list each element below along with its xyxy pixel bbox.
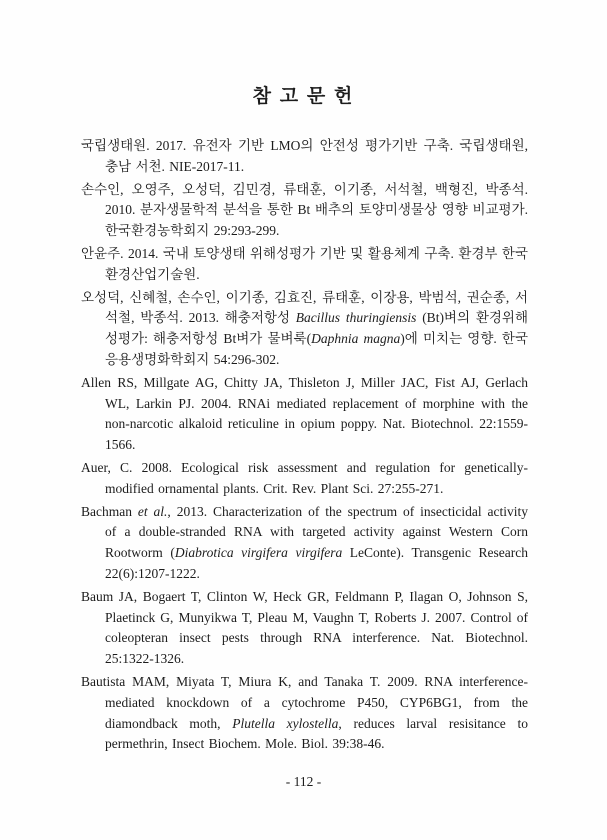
reference-text-segment: LeConte). Transgenic Research 22(6):1207-1222. (105, 545, 528, 581)
reference-text-segment: 손수인, 오영주, 오성덕, 김민경, 류태훈, 이기종, 서석철, 백형진, 박종석. 2010. 분자생물학적 분석을 통한 Bt 배추의 토양미생물상 영향 비교평가. 한국환경농학회지 29:293-299. (81, 181, 528, 239)
reference-text-segment: 국립생태원. 2017. 유전자 기반 LMO의 안전성 평가기반 구축. 국립생태원, 충남 서천. NIE-2017-11. (81, 138, 528, 174)
reference-text-segment: , reduces larval resisitance to permethrin, Insect Biochem. Mole. Biol. 39:38-46. (105, 715, 528, 752)
reference-entry (81, 502, 528, 585)
reference-italic-segment: Bacillus thuringiensis (295, 310, 417, 326)
reference-entry (81, 587, 528, 670)
reference-text-segment: , 2013. Characterization of the spectrum of insecticidal activity of a double-stranded RNA with targeted activity against Western Corn Rootworm ( (105, 503, 529, 561)
reference-text-segment: Bautista MAM, Miyata T, Miura K, and Tanaka T. 2009. RNA interference-mediated knockdown of a cytochrome P450, CYP6BG1, from the diamondback moth, (81, 673, 528, 731)
reference-entry (81, 180, 528, 242)
page-number: - 112 - (285, 774, 322, 789)
page-title: 참 고 문 헌 (252, 86, 355, 107)
reference-italic-segment: Plutella xylostella (232, 715, 339, 731)
reference-text-segment: Auer, C. 2008. Ecological risk assessment and regulation for genetically-modified ornamental plants. Crit. Rev. Plant Sci. 27:255-271. (81, 459, 528, 496)
reference-list (81, 136, 528, 755)
reference-entry (81, 288, 528, 371)
reference-italic-segment: et al. (137, 503, 168, 519)
reference-entry (81, 136, 528, 178)
reference-text-segment: 오성덕, 신혜철, 손수인, 이기종, 김효진, 류태훈, 이장용, 박범석, 권순종, 서석철, 박종석. 2013. 해충저항성 (81, 289, 528, 326)
reference-entry (81, 458, 528, 500)
reference-text-segment: Baum JA, Bogaert T, Clinton W, Heck GR, Feldmann P, Ilagan O, Johnson S, Plaetinck G, Munyikwa T, Pleau M, Vaughn T, Roberts J. 2007. Control of coleopteran insect pests through RNA interference. Nat. Biotechnol. 25:1322-1326. (81, 588, 528, 667)
reference-text-segment: (Bt)벼의 환경위해성평가: 해충저항성 Bt벼가 물벼룩( (105, 310, 528, 347)
reference-text-segment: Allen RS, Millgate AG, Chitty JA, Thisleton J, Miller JAC, Fist AJ, Gerlach WL, Larkin PJ. 2004. RNAi mediated replacement of morphine with the non-narcotic alkaloid reticuline in opium poppy. Nat. Biotechnol. 22:1559-1566. (81, 374, 528, 453)
reference-text-segment: )에 미치는 영향. 한국응용생명화학회지 54:296-302. (105, 331, 528, 367)
reference-text-segment: 안윤주. 2014. 국내 토양생태 위해성평가 기반 및 활용체계 구축. 환경부 한국환경산업기술원. (81, 245, 528, 282)
reference-italic-segment: Daphnia magna (311, 331, 401, 347)
reference-entry (81, 244, 528, 286)
reference-text-segment: Bachman (81, 503, 138, 519)
reference-italic-segment: Diabrotica virgifera virgifera (174, 545, 343, 561)
reference-entry (81, 672, 528, 755)
reference-entry (81, 373, 528, 456)
